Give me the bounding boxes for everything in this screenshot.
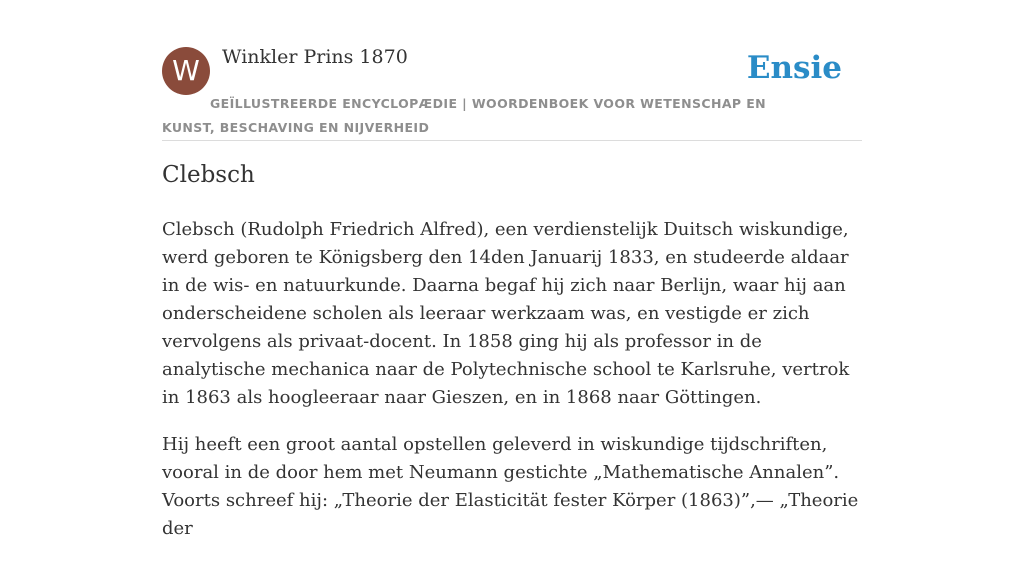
- source-avatar[interactable]: W: [162, 47, 210, 95]
- entry-paragraph: Clebsch (Rudolph Friedrich Alfred), een verdienstelijk Duitsch wiskundige, werd geboren te Königsberg den 14den Januarij 1833, en studeerde aldaar in de wis- en natuurkunde. Daarna begaf hij zich naar Berlijn, waar hij aan onderscheidene scholen als leeraar werkzaam was, en vestigde er zich vervolgens als privaat-docent. In 1858 ging hij als professor in de analytische mechanica naar de Polytechnische school te Karlsruhe, vertrok in 1863 als hoogleeraar naar Gieszen, en in 1868 naar Göttingen.: [162, 219, 850, 408]
- source-subtitle: GEÏLLUSTREERDE ENCYCLOPÆDIE | WOORDENBOEK VOOR WETENSCHAP EN KUNST, BESCHAVING EN NIJVERHEID: [162, 96, 767, 135]
- entry-title: Clebsch: [162, 162, 255, 188]
- header: [162, 44, 862, 141]
- ensie-logo-link[interactable]: Ensie: [746, 50, 842, 86]
- entry-paragraph: Hij heeft een groot aantal opstellen geleverd in wiskundige tijdschriften, vooral in de door hem met Neumann gestichte „Mathematische Annalen”. Voorts schreef hij: „Theorie der Elasticität fester Körper (1863)”,— „Theorie der: [162, 434, 859, 539]
- entry-content: [162, 216, 864, 562]
- source-title[interactable]: Winkler Prins 1870: [222, 46, 408, 68]
